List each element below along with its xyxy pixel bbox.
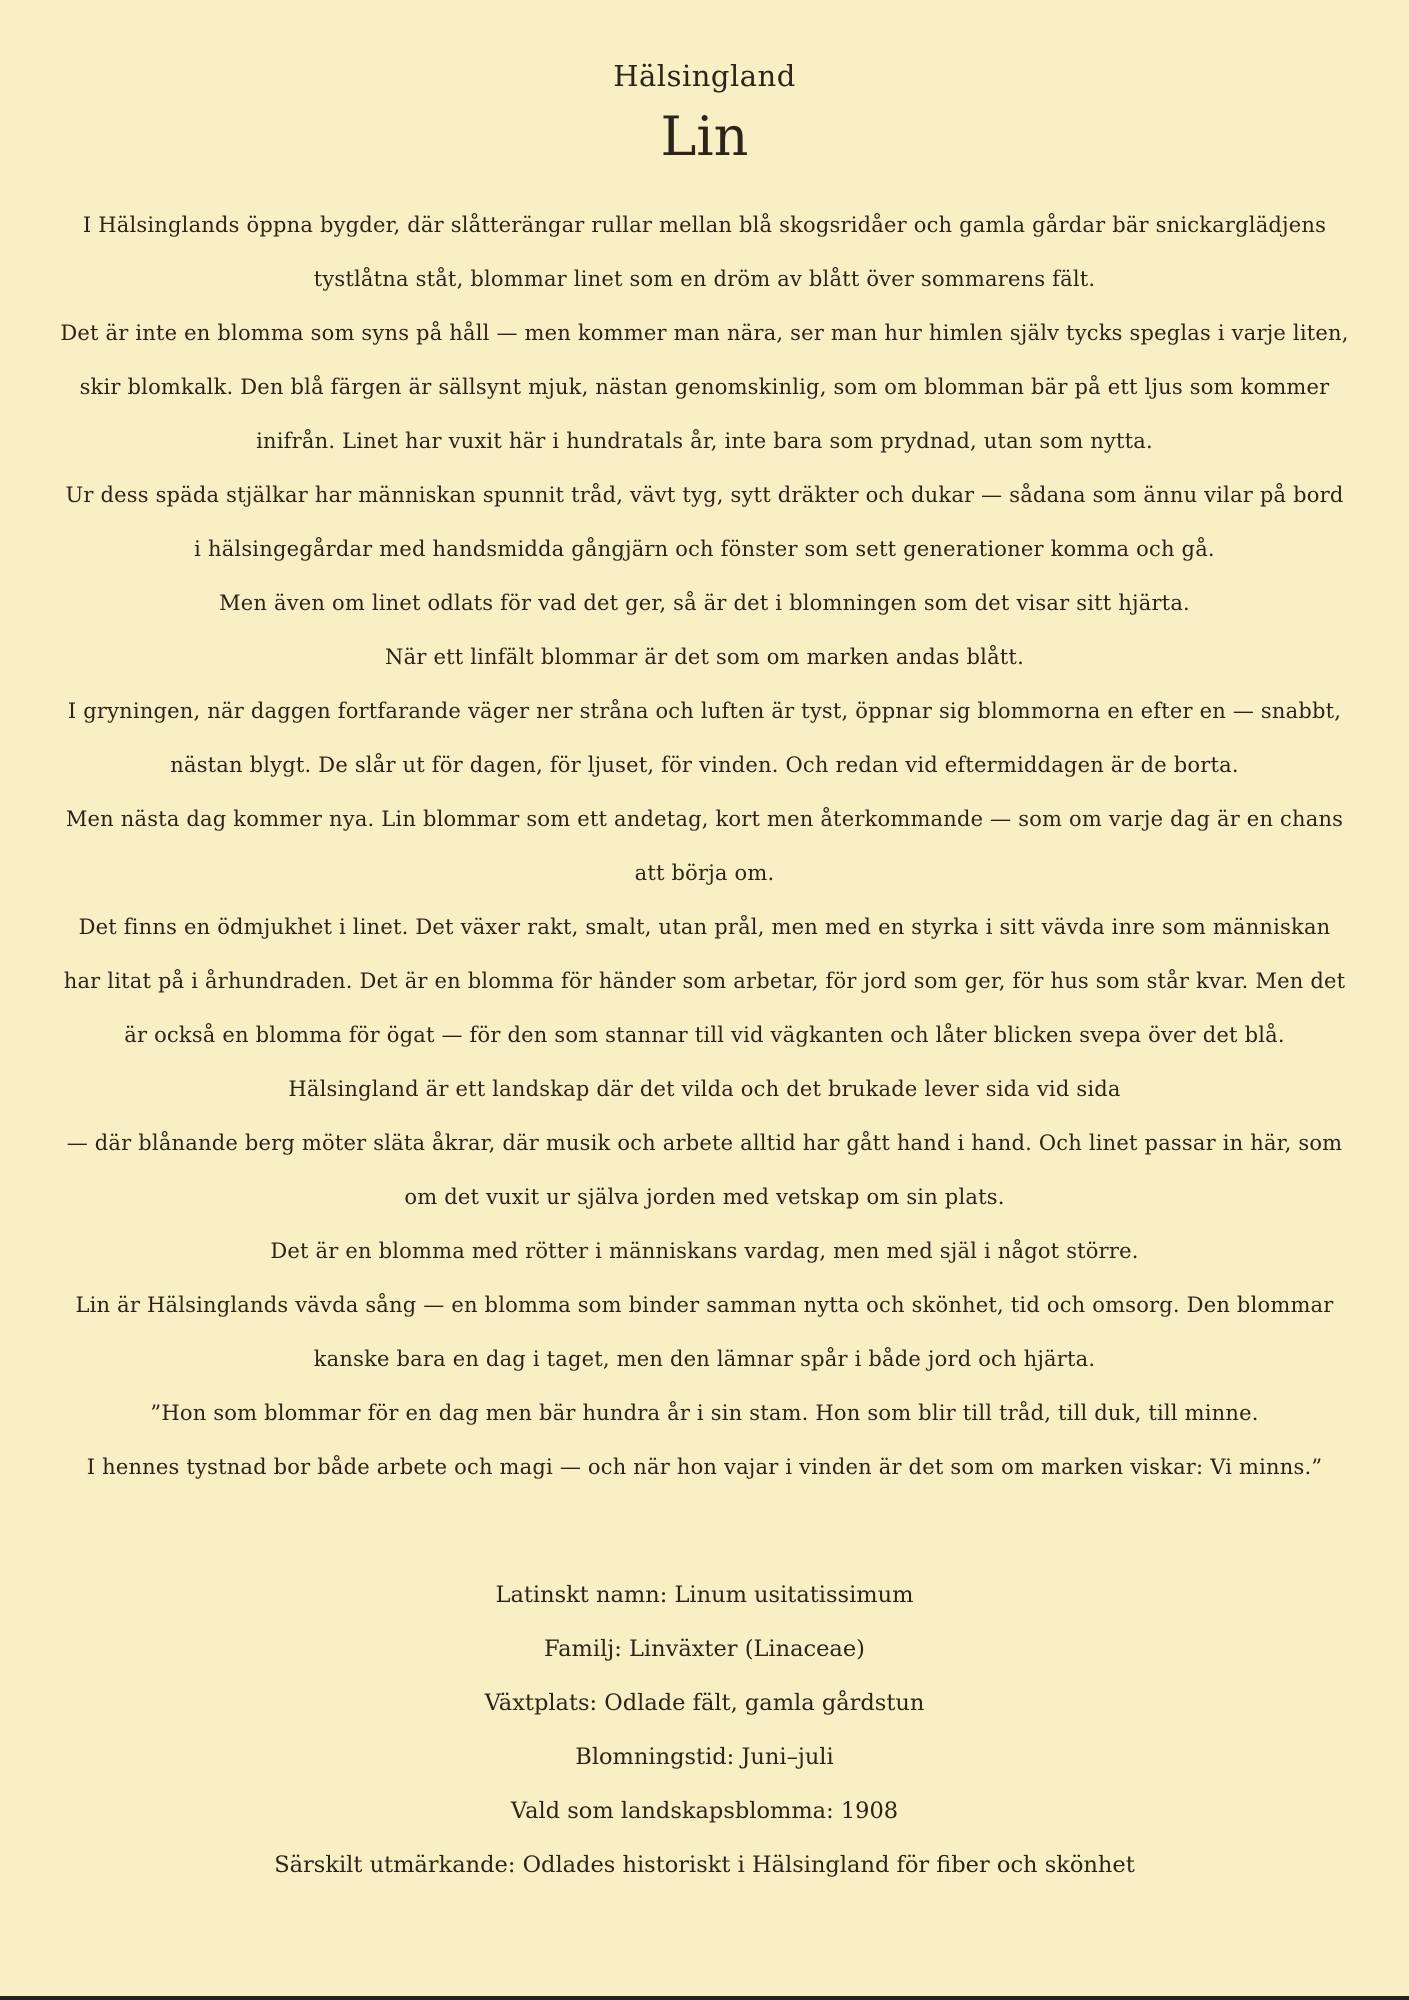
paragraph: Det är inte en blomma som syns på håll — men kommer man nära, ser man hur himlen själv tycks speglas i varje liten, skir blomkalk. Den blå färgen är sällsynt mjuk, nästan genomskinlig, som om blomman bär på ett ljus som kommer inifrån. Linet har vuxit här i hundratals år, inte bara som prydnad, utan som nytta. xyxy=(60,321,1349,453)
paragraph: Lin är Hälsinglands vävda sång — en blomma som binder samman nytta och skönhet, tid och omsorg. Den blommar kanske bara en dag i taget, men den lämnar spår i både jord och hjärta. xyxy=(75,1293,1334,1371)
paragraph: Hälsingland är ett landskap där det vilda och det brukade lever sida vid sida xyxy=(288,1077,1121,1101)
fact-special: Särskilt utmärkande: Odlades historiskt i Hälsingland för fiber och skönhet xyxy=(274,1852,1135,1878)
fact-bloom-time: Blomningstid: Juni–juli xyxy=(575,1744,834,1770)
paragraph: Men nästa dag kommer nya. Lin blommar som ett andetag, kort men återkommande — som om varje dag är en chans att börja om. xyxy=(65,807,1344,885)
paragraph: I Hälsinglands öppna bygder, där slåtterängar rullar mellan blå skogsridåer och gamla gårdar bär snickarglädjens tystlåtna ståt, blommar linet som en dröm av blått över sommarens fält. xyxy=(82,213,1327,291)
fact-latin-name: Latinskt namn: Linum usitatissimum xyxy=(495,1582,914,1608)
paragraph: Det finns en ödmjukhet i linet. Det växer rakt, smalt, utan prål, men med en styrka i sitt vävda inre som människan har litat på i århundraden. Det är en blomma för händer som arbetar, för jord som ger, för hus som står kvar. Men det är också en blomma för ögat — för den som stannar till vid vägkanten och låter blicken svepa över det blå. xyxy=(63,915,1346,1047)
paragraph: I gryningen, när daggen fortfarande väger ner stråna och luften är tyst, öppnar sig blommorna en efter en — snabbt, nästan blygt. De slår ut för dagen, för ljuset, för vinden. Och redan vid eftermiddagen är de borta. xyxy=(67,699,1342,777)
fact-chosen-year: Vald som landskapsblomma: 1908 xyxy=(510,1798,899,1824)
quote-line: ”Hon som blommar för en dag men bär hundra år i sin stam. Hon som blir till tråd, till duk, till minne. xyxy=(150,1401,1259,1425)
paragraph: Ur dess späda stjälkar har människan spunnit tråd, vävt tyg, sytt dräkter och dukar — sådana som ännu vilar på bord i hälsingegårdar med handsmidda gångjärn och fönster som sett generationer komma och gå. xyxy=(65,483,1344,561)
region-heading: Hälsingland xyxy=(613,59,796,93)
paragraph: — där blånande berg möter släta åkrar, där musik och arbete alltid har gått hand i hand. Och linet passar in här, som om det vuxit ur själva jorden med vetskap om sin plats. xyxy=(66,1131,1343,1209)
bottom-border xyxy=(0,1996,1409,2000)
fact-list xyxy=(60,1568,1349,1892)
quote-line: I hennes tystnad bor både arbete och magi — och när hon vajar i vinden är det som om marken viskar: Vi minns.” xyxy=(86,1455,1323,1479)
paragraph: Det är en blomma med rötter i människans vardag, men med själ i något större. xyxy=(270,1239,1139,1263)
fact-family: Familj: Linväxter (Linaceae) xyxy=(544,1636,865,1662)
paragraph: Men även om linet odlats för vad det ger, så är det i blomningen som det visar sitt hjärta. xyxy=(219,591,1190,615)
page-title: Lin xyxy=(660,105,749,168)
fact-habitat: Växtplats: Odlade fält, gamla gårdstun xyxy=(484,1690,925,1716)
article-body xyxy=(60,198,1349,1494)
paragraph: När ett linfält blommar är det som om marken andas blått. xyxy=(385,645,1024,669)
